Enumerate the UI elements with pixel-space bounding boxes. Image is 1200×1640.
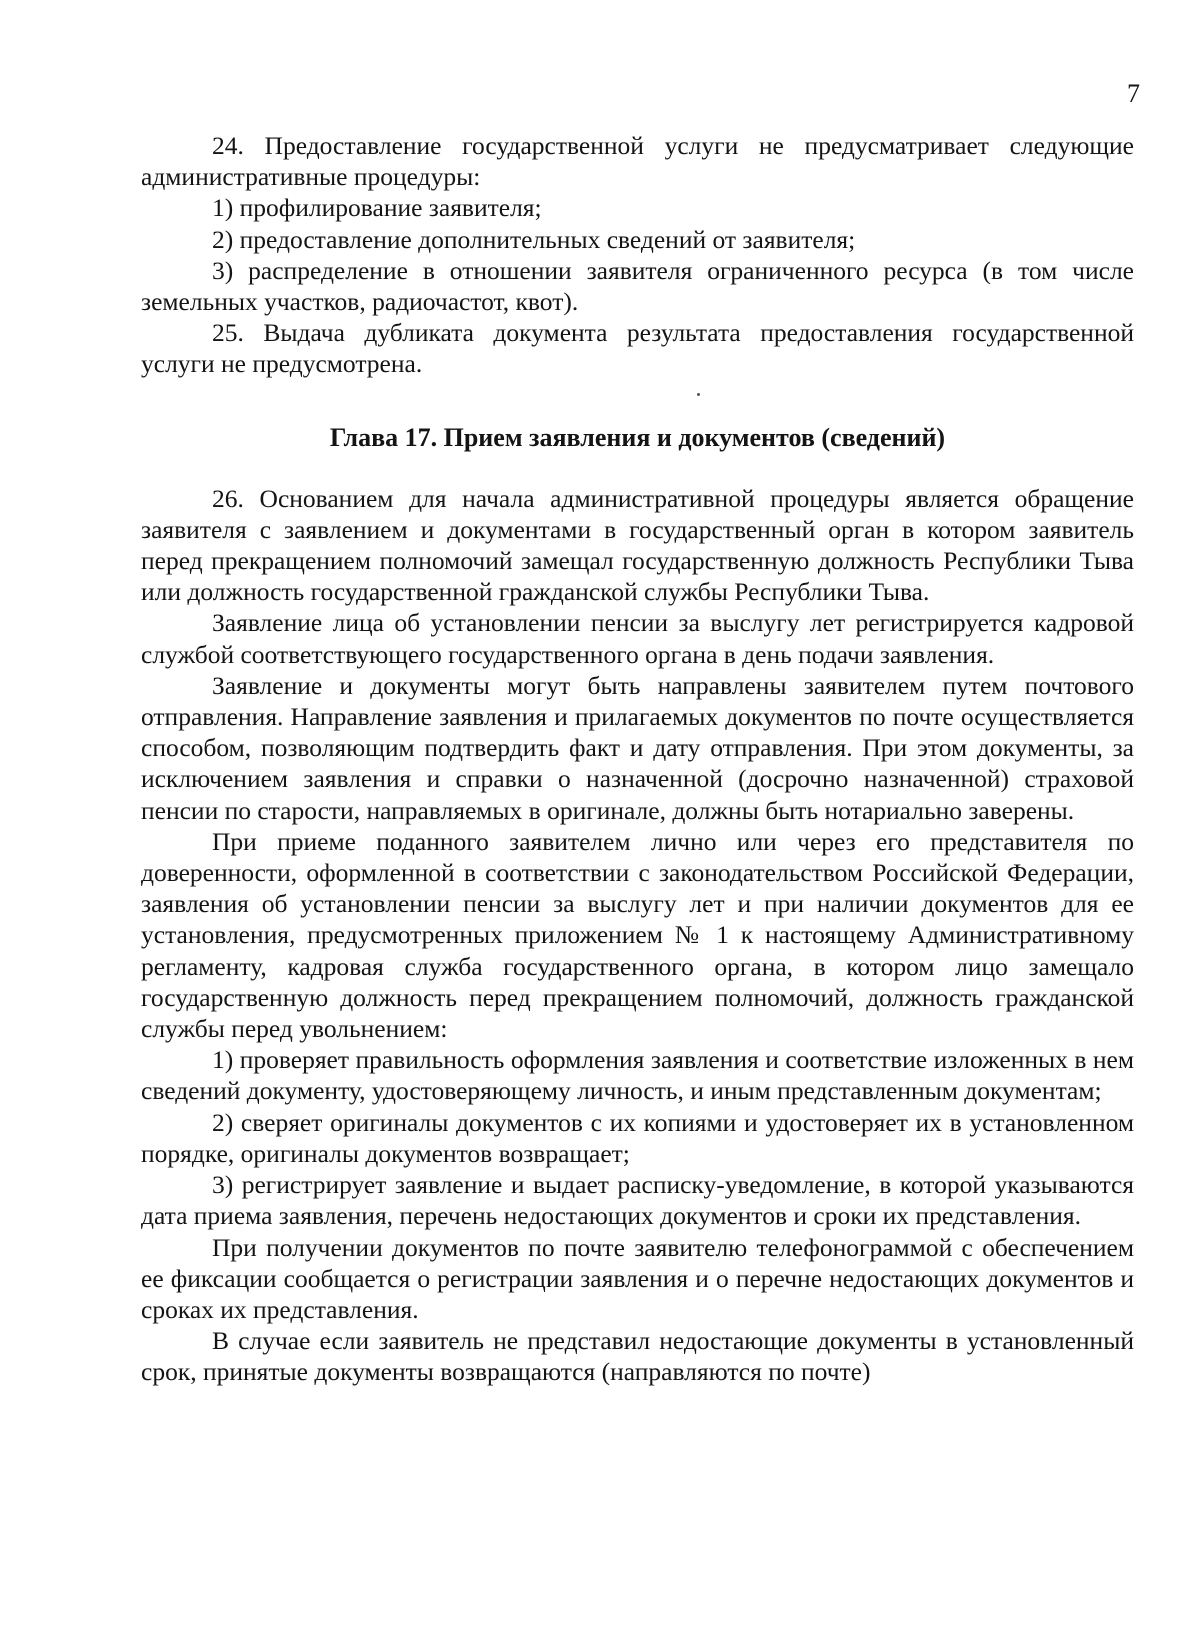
- paragraph-24: 24. Предоставление государственной услуги не предусматривает следующие административные процедуры:: [141, 131, 1134, 192]
- section-heading: Глава 17. Прием заявления и документов (сведений): [329, 422, 946, 452]
- paragraph-missing-documents: В случае если заявитель не представил недостающие документы в установленный срок, принятые документы возвращаются (направляются по почте): [141, 1326, 1134, 1387]
- scan-speck: [697, 393, 700, 396]
- paragraph-mail-notice: При получении документов по почте заявителю телефонограммой с обеспечением ее фиксации сообщается о регистрации заявления и о перечне недостающих документов и сроках их представления.: [141, 1232, 1134, 1324]
- list-item-1: 1) профилирование заявителя;: [212, 193, 542, 223]
- paragraph-25: 25. Выдача дубликата документа результата предоставления государственной услуги не предусмотрена.: [141, 318, 1134, 379]
- paragraph-26: 26. Основанием для начала административной процедуры является обращение заявителя с заявлением и документами в государственный орган в котором заявитель перед прекращением полномочий замещал государственную должность Республики Тыва или должность государственной гражданской службы Республики Тыва.: [141, 483, 1134, 607]
- paragraph-registration: Заявление лица об установлении пенсии за выслугу лет регистрируется кадровой службой соответствующего государственного органа в день подачи заявления.: [141, 608, 1134, 669]
- paragraph-postal: Заявление и документы могут быть направлены заявителем путем почтового отправления. Направление заявления и прилагаемых документов по почте осуществляется способом, позволяющим подтвердить факт и дату отправления. При этом документы, за исключением заявления и справки о назначенной (досрочно назначенной) страховой пенсии по старости, направляемых в оригинале, должны быть нотариально заверены.: [141, 670, 1134, 825]
- list-item-2: 2) предоставление дополнительных сведений от заявителя;: [212, 224, 856, 254]
- reception-item-1: 1) проверяет правильность оформления заявления и соответствие изложенных в нем сведений документу, удостоверяющему личность, и иным представленным документам;: [141, 1045, 1134, 1106]
- reception-item-2: 2) сверяет оригиналы документов с их копиями и удостоверяет их в установленном порядке, оригиналы документов возвращает;: [141, 1107, 1134, 1168]
- list-item-3: 3) распределение в отношении заявителя ограниченного ресурса (в том числе земельных участков, радиочастот, квот).: [141, 255, 1134, 317]
- paragraph-reception: При приеме поданного заявителем лично или через его представителя по доверенности, оформленной в соответствии с законодательством Российской Федерации, заявления об установлении пенсии за выслугу лет и при наличии документов для ее установления, предусмотренных приложением № 1 к настоящему Административному регламенту, кадровая служба государственного органа, в котором лицо замещало государственную должность перед прекращением полномочий, должность гражданской службы перед увольнением:: [141, 826, 1134, 1044]
- page-number: 7: [1127, 79, 1140, 108]
- reception-item-3: 3) регистрирует заявление и выдает расписку-уведомление, в которой указываются дата приема заявления, перечень недостающих документов и сроки их представления.: [141, 1170, 1134, 1231]
- document-content: [141, 130, 1134, 1388]
